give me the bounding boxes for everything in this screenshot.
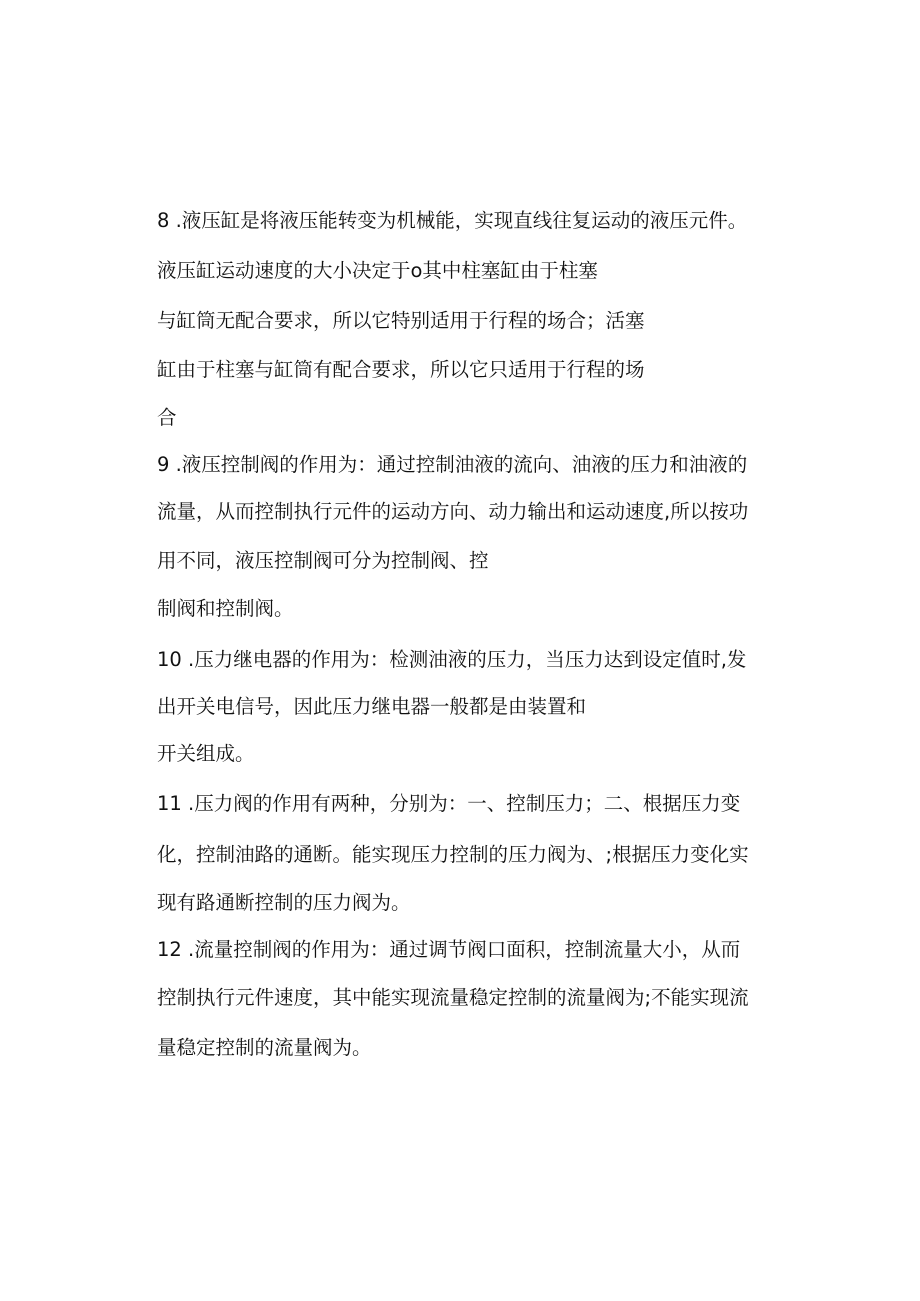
text-line: 开关组成。 [157,742,255,765]
text-line: 8 .液压缸是将液压能转变为机械能，实现直线往复运动的液压元件。 [157,209,748,232]
text-line: 11 .压力阀的作用有两种，分别为：一、控制压力；二、根据压力变 [157,792,741,815]
text-line: 12 .流量控制阀的作用为：通过调节阀口面积，控制流量大小，从而 [157,938,741,961]
text-line: 制阀和控制阀。 [157,597,294,620]
text-line: 出开关电信号，因此压力继电器一般都是由装置和 [157,695,587,718]
text-line: 流量，从而控制执行元件的运动方向、动力输出和运动速度,所以按功 [157,500,749,523]
text-line: 9 .液压控制阀的作用为：通过控制油液的流向、油液的压力和油液的 [157,453,748,476]
text-line: 缸由于柱塞与缸筒有配合要求，所以它只适用于行程的场 [157,358,645,381]
text-line: 化，控制油路的通断。能实现压力控制的压力阀为、;根据压力变化实 [157,843,749,866]
text-line: 10 .压力继电器的作用为：检测油液的压力，当压力达到设定值时,发 [157,648,747,671]
text-line: 现有路通断控制的压力阀为。 [157,891,411,914]
text-line: 液压缸运动速度的大小决定于o其中柱塞缸由于柱塞 [157,259,598,282]
text-line: 量稳定控制的流量阀为。 [157,1036,372,1059]
text-line: 与缸筒无配合要求，所以它特别适用于行程的场合；活塞 [157,309,645,332]
text-line: 用不同，液压控制阀可分为控制阀、控 [157,549,489,572]
text-line: 控制执行元件速度，其中能实现流量稳定控制的流量阀为;不能实现流 [157,986,749,1009]
text-line: 合 [157,406,177,429]
